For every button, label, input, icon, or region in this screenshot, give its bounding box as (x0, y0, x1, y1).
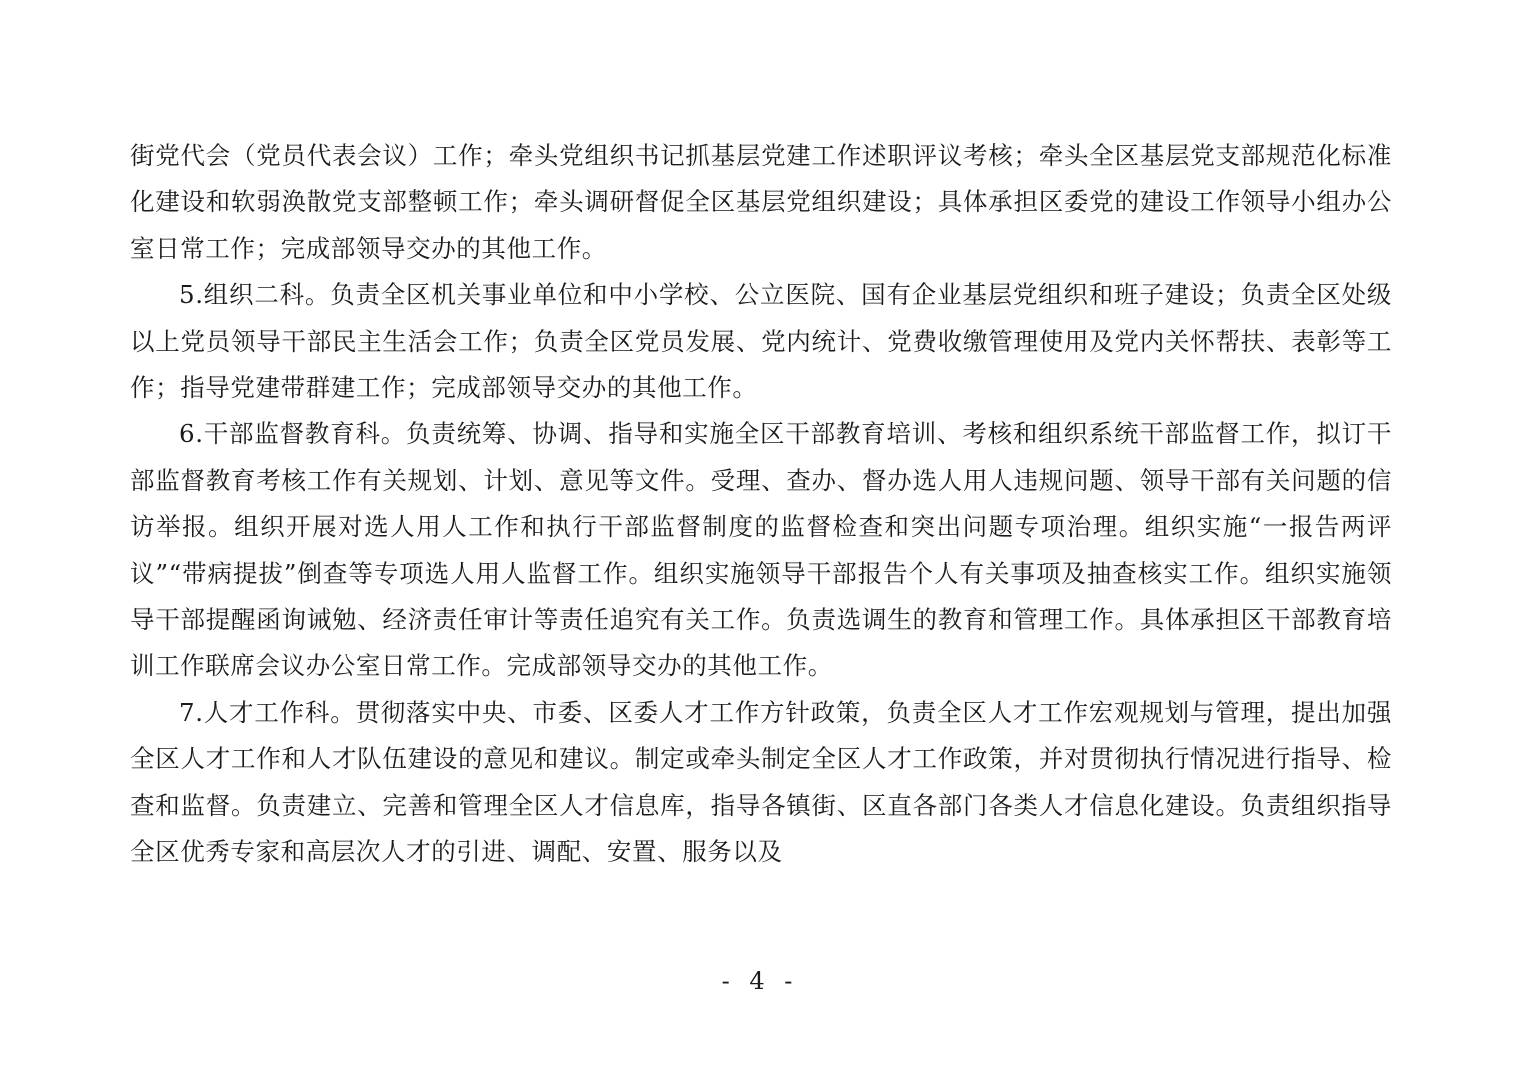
paragraph-section-6: 6.干部监督教育科。负责统筹、协调、指导和实施全区干部教育培训、考核和组织系统干部监督工作，拟订干部监督教育考核工作有关规划、计划、意见等文件。受理、查办、督办选人用人违规问题、领导干部有关问题的信访举报。组织开展对选人用人工作和执行干部监督制度的监督检查和突出问题专项治理。组织实施“一报告两评议”“带病提拔”倒查等专项选人用人监督工作。组织实施领导干部报告个人有关事项及抽查核实工作。组织实施领导干部提醒函询诫勉、经济责任审计等责任追究有关工作。负责选调生的教育和管理工作。具体承担区干部教育培训工作联席会议办公室日常工作。完成部领导交办的其他工作。 (130, 419, 1392, 681)
paragraph-section-5: 5.组织二科。负责全区机关事业单位和中小学校、公立医院、国有企业基层党组织和班子建设；负责全区处级以上党员领导干部民主生活会工作；负责全区党员发展、党内统计、党费收缴管理使用及党内关怀帮扶、表彰等工作；指导党建带群建工作；完成部领导交办的其他工作。 (130, 280, 1392, 403)
document-body (130, 133, 1392, 876)
paragraph-section-7: 7.人才工作科。贯彻落实中央、市委、区委人才工作方针政策，负责全区人才工作宏观规划与管理，提出加强全区人才工作和人才队伍建设的意见和建议。制定或牵头制定全区人才工作政策，并对贯彻执行情况进行指导、检查和监督。负责建立、完善和管理全区人才信息库，指导各镇街、区直各部门各类人才信息化建设。负责组织指导全区优秀专家和高层次人才的引进、调配、安置、服务以及 (130, 697, 1392, 867)
paragraph-continuation: 街党代会（党员代表会议）工作；牵头党组织书记抓基层党建工作述职评议考核；牵头全区基层党支部规范化标准化建设和软弱涣散党支部整顿工作；牵头调研督促全区基层党组织建设；具体承担区委党的建设工作领导小组办公室日常工作；完成部领导交办的其他工作。 (130, 141, 1392, 263)
page-number: - 4 - (721, 967, 799, 995)
